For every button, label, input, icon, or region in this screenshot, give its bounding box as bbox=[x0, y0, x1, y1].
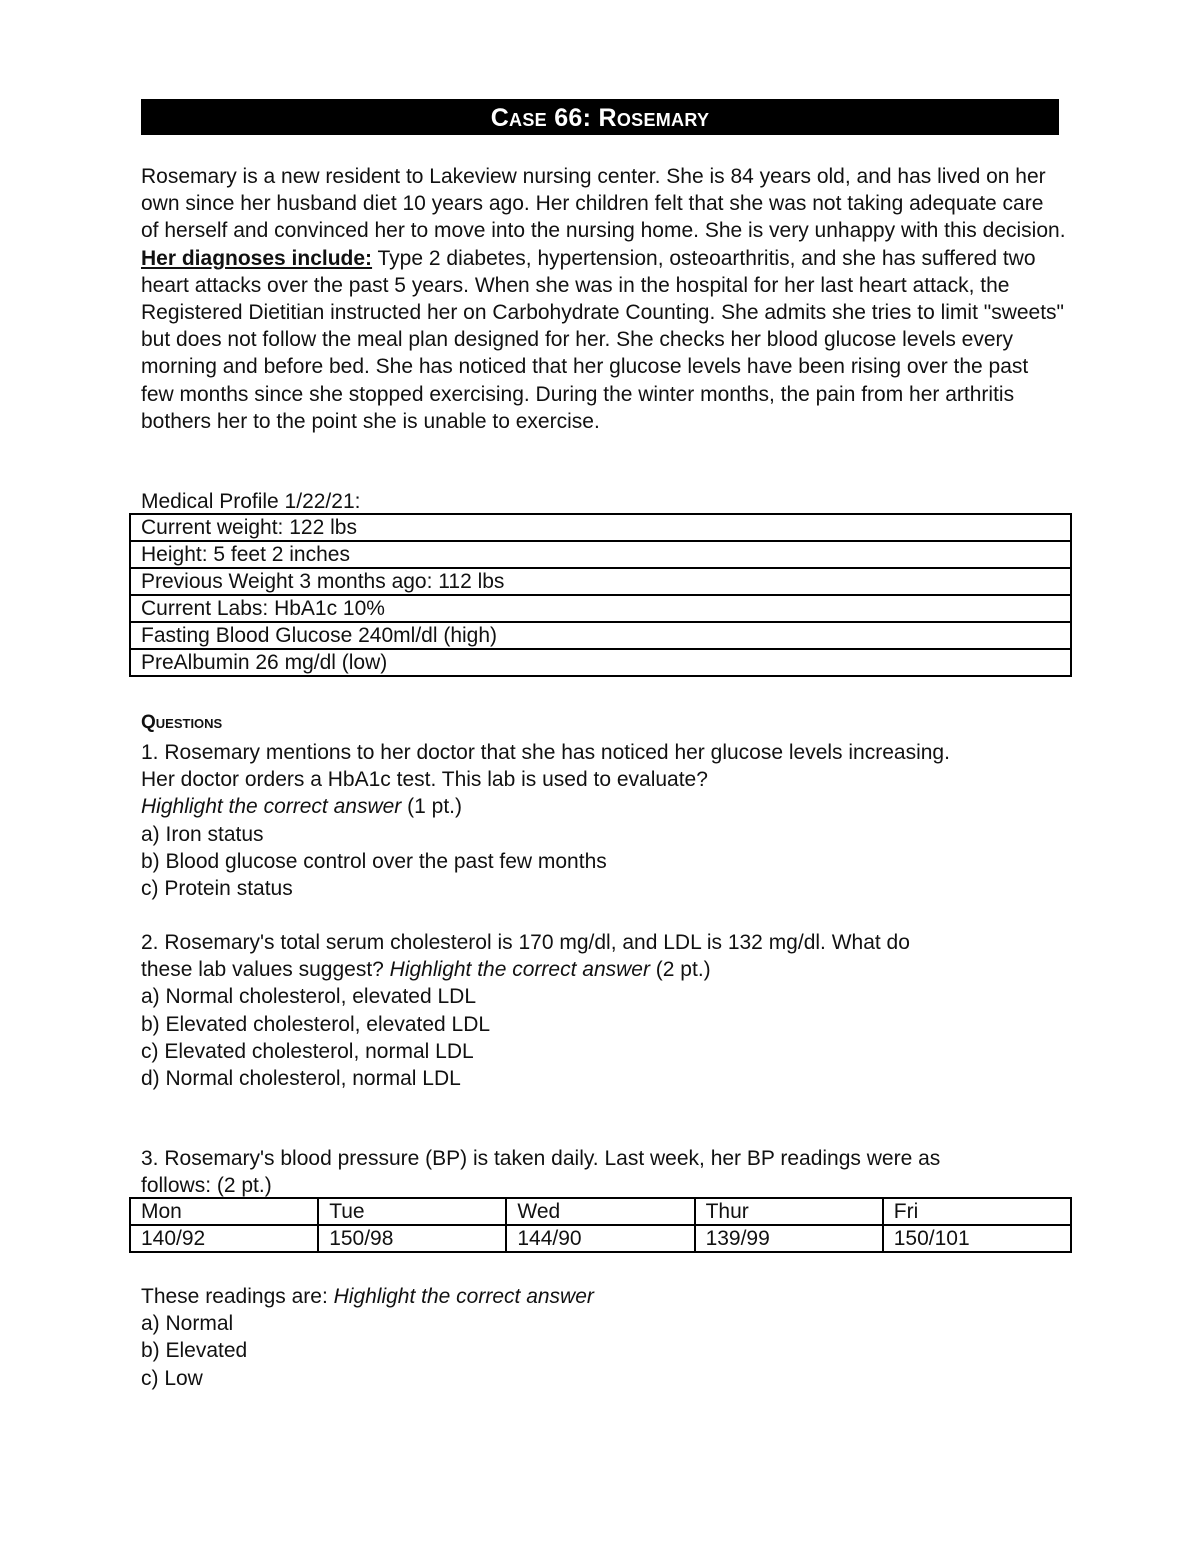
day-cell: Wed bbox=[506, 1198, 694, 1225]
medical-profile-table bbox=[129, 513, 1072, 677]
question-2 bbox=[141, 929, 1071, 1092]
profile-cell: Fasting Blood Glucose 240ml/dl (high) bbox=[130, 622, 1071, 649]
table-row bbox=[130, 514, 1071, 541]
reading-cell: 150/101 bbox=[883, 1225, 1071, 1252]
q3-instruction: Highlight the correct answer bbox=[333, 1285, 594, 1308]
reading-cell: 150/98 bbox=[318, 1225, 506, 1252]
table-row bbox=[130, 649, 1071, 676]
table-row bbox=[130, 595, 1071, 622]
profile-cell: Current weight: 122 lbs bbox=[130, 514, 1071, 541]
intro-paragraph bbox=[141, 163, 1066, 435]
q3-line-1: 3. Rosemary's blood pressure (BP) is taken daily. Last week, her BP readings were as bbox=[141, 1147, 941, 1170]
q1-points: (1 pt.) bbox=[401, 795, 462, 819]
table-row bbox=[130, 541, 1071, 568]
q2-option-b: b) Elevated cholesterol, elevated LDL bbox=[141, 1012, 491, 1036]
medical-profile-label: Medical Profile 1/22/21: bbox=[141, 490, 361, 513]
bp-readings-table bbox=[129, 1197, 1072, 1253]
day-cell: Fri bbox=[883, 1198, 1071, 1225]
q3-prompt-line bbox=[141, 1283, 1071, 1310]
q3-option-a: a) Normal bbox=[141, 1312, 234, 1336]
q2-instruction: Highlight the correct answer bbox=[389, 958, 650, 982]
q1-line-1: 1. Rosemary mentions to her doctor that she has noticed her glucose levels increasing. bbox=[141, 741, 950, 764]
q1-option-b: b) Blood glucose control over the past few months bbox=[141, 849, 607, 873]
question-3-answers bbox=[141, 1283, 1071, 1392]
case-title: Case 66: Rosemary bbox=[141, 99, 1059, 135]
q1-instruction: Highlight the correct answer bbox=[141, 795, 402, 819]
q3-line-2: follows: (2 pt.) bbox=[141, 1174, 272, 1198]
profile-cell: PreAlbumin 26 mg/dl (low) bbox=[130, 649, 1071, 676]
q2-option-d: d) Normal cholesterol, normal LDL bbox=[141, 1067, 461, 1091]
q3-prompt: These readings are: bbox=[141, 1285, 334, 1308]
q2-line-2 bbox=[141, 956, 1071, 983]
q2-line-2-text: these lab values suggest? bbox=[141, 958, 390, 982]
table-row bbox=[130, 568, 1071, 595]
reading-cell: 144/90 bbox=[506, 1225, 694, 1252]
profile-cell: Previous Weight 3 months ago: 112 lbs bbox=[130, 568, 1071, 595]
q1-instruction-line bbox=[141, 793, 1071, 820]
diagnoses-label: Her diagnoses include: bbox=[141, 246, 373, 270]
question-3 bbox=[141, 1145, 1071, 1199]
q2-points: (2 pt.) bbox=[649, 958, 711, 982]
day-cell: Thur bbox=[695, 1198, 883, 1225]
day-cell: Mon bbox=[130, 1198, 318, 1225]
q3-option-b: b) Elevated bbox=[141, 1339, 248, 1363]
question-1 bbox=[141, 739, 1071, 902]
profile-cell: Current Labs: HbA1c 10% bbox=[130, 595, 1071, 622]
intro-text-end: Type 2 diabetes, hypertension, osteoarthritis, and she has suffered two heart attacks over the past 5 years. When she was in the hospital for her last heart attack, the Registered Dietitian instructed her on Carbohydrate Counting. She admits she tries to limit "sweets" but does not follow the meal plan designed for her. She checks her blood glucose levels every morning and before bed. She has noticed that her glucose levels have been rising over the past few months since she stopped exercising. During the winter months, the pain from her arthritis bothers her to the point she is unable to exercise. bbox=[141, 246, 1065, 433]
reading-cell: 139/99 bbox=[695, 1225, 883, 1252]
q2-option-c: c) Elevated cholesterol, normal LDL bbox=[141, 1039, 474, 1063]
table-row bbox=[130, 1225, 1071, 1252]
q1-option-a: a) Iron status bbox=[141, 822, 264, 846]
q2-option-a: a) Normal cholesterol, elevated LDL bbox=[141, 985, 476, 1009]
questions-heading: Questions bbox=[141, 712, 223, 733]
intro-text-start: Rosemary is a new resident to Lakeview nursing center. She is 84 years old, and has lived on her own since her husband diet 10 years ago. Her children felt that she was not taking adequate care of herself and convinced her to move into the nursing home. She is very unhappy with this decision. bbox=[141, 165, 1066, 243]
profile-cell: Height: 5 feet 2 inches bbox=[130, 541, 1071, 568]
table-row bbox=[130, 622, 1071, 649]
q3-option-c: c) Low bbox=[141, 1366, 203, 1390]
q2-line-1: 2. Rosemary's total serum cholesterol is 170 mg/dl, and LDL is 132 mg/dl. What do bbox=[141, 931, 910, 954]
reading-cell: 140/92 bbox=[130, 1225, 318, 1252]
q1-line-2: Her doctor orders a HbA1c test. This lab is used to evaluate? bbox=[141, 768, 708, 792]
q1-option-c: c) Protein status bbox=[141, 877, 293, 901]
table-header-row bbox=[130, 1198, 1071, 1225]
day-cell: Tue bbox=[318, 1198, 506, 1225]
